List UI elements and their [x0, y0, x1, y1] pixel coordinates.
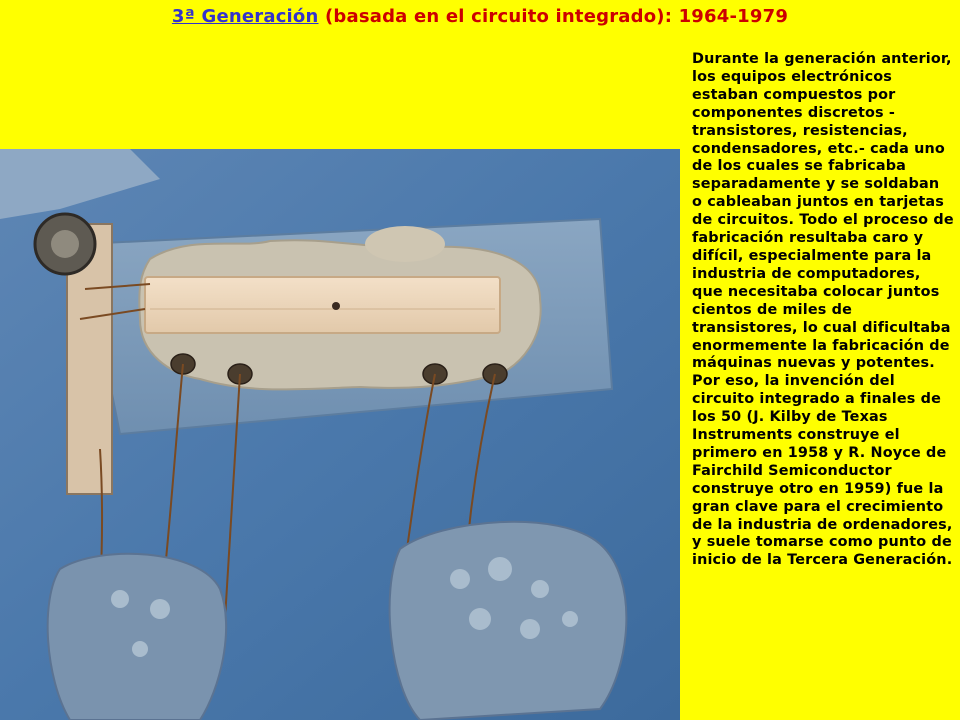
paragraph-1: Durante la generación anterior, los equipos electrónicos estaban compuestos por componentes discretos - transistores, resistencias, condensadores, etc.- cada uno de los cuales se fabricaba separadamente y se soldaban o cableaban juntos en tarjetas de circuitos. Todo el proceso de fabricación resultaba caro y difícil, especialmente para la industria de computadores, que necesitaba colocar juntos cientos de miles de transistores, lo cual dificultaba enormemente la fabricación de máquinas nuevas y potentes.: [692, 51, 954, 372]
integrated-circuit-photo: [0, 149, 680, 720]
title-link[interactable]: 3ª Generación: [171, 6, 319, 27]
slide-title: [0, 6, 960, 27]
body-text: [692, 51, 954, 570]
paragraph-2: Por eso, la invención del circuito integrado a finales de los 50 (J. Kilby de Texas Instruments construye el primero en 1958 y R. Noyce de Fairchild Semiconductor construye otro en 1959) fue la gran clave para el crecimiento de la industria de ordenadores, y suele tomarse como punto de inicio de la Tercera Generación.: [692, 373, 953, 569]
title-text: (basada en el circuito integrado): 1964-1979: [318, 6, 789, 27]
